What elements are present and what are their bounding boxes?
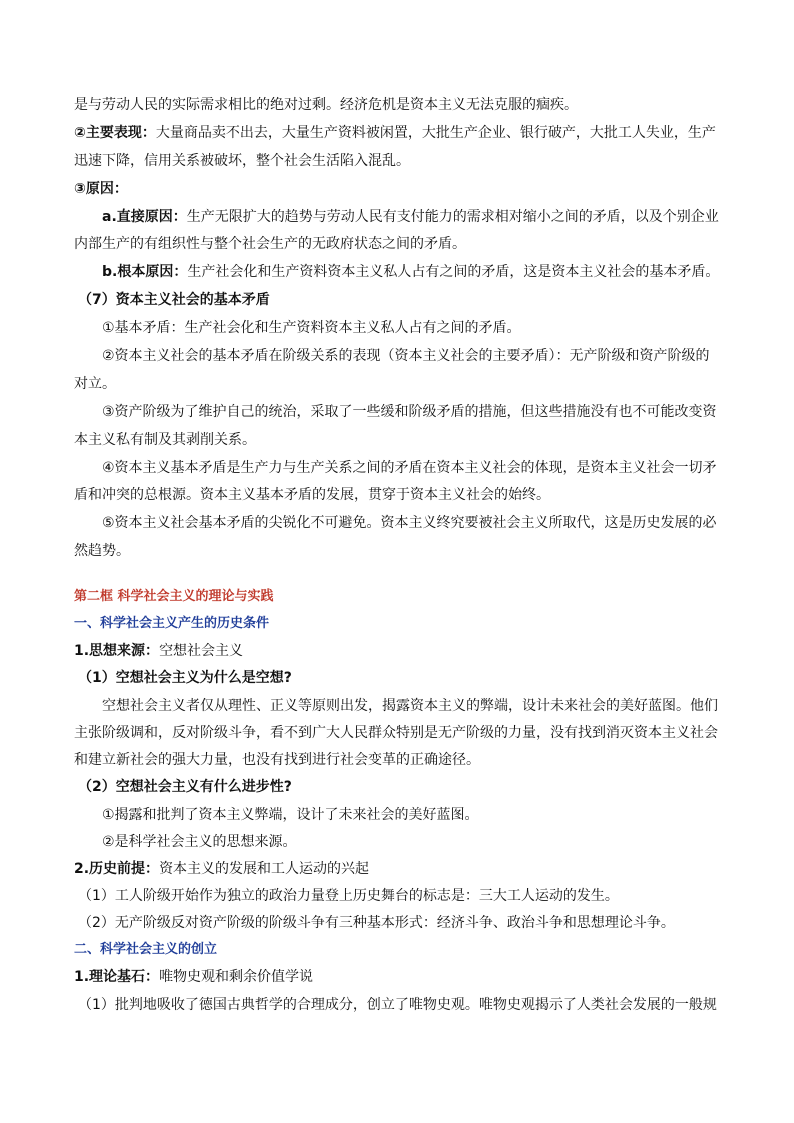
text-span: 唯物史观和剩余价值学说 xyxy=(159,969,314,985)
text-line xyxy=(74,124,716,142)
label-direct-cause: a.直接原因： xyxy=(102,209,187,225)
text-line: ④资本主义基本矛盾是生产力与生产关系之间的矛盾在资本主义社会的体现，是资本主义社会一切矛 xyxy=(102,460,717,476)
label-historical-premise: 2.历史前提： xyxy=(74,861,160,877)
text-line xyxy=(102,208,719,226)
text-line: ①基本矛盾：生产社会化和生产资料资本主义私人占有之间的矛盾。 xyxy=(102,320,521,336)
label-idea-source: 1.思想来源： xyxy=(74,643,160,659)
text-line: 盾和冲突的总根源。资本主义基本矛盾的发展，贯穿于资本主义社会的始终。 xyxy=(74,487,550,503)
label-root-cause: b.根本原因： xyxy=(102,264,188,280)
text-line: 内部生产的有组织性与整个社会生产的无政府状态之间的矛盾。 xyxy=(74,236,466,252)
question-heading: （2）空想社会主义有什么进步性? xyxy=(78,779,292,795)
text-span: 空想社会主义 xyxy=(159,643,244,659)
text-line: ⑤资本主义社会基本矛盾的尖锐化不可避免。资本主义终究要被社会主义所取代，这是历史发展的必 xyxy=(102,515,717,531)
text-line: （2）无产阶级反对资产阶级的阶级斗争有三种基本形式：经济斗争、政治斗争和思想理论斗争。 xyxy=(78,915,675,931)
section-title: 二、科学社会主义的创立 xyxy=(74,942,218,957)
question-heading: （1）空想社会主义为什么是空想? xyxy=(78,670,292,686)
text-span: 生产社会化和生产资料资本主义私人占有之间的矛盾，这是资本主义社会的基本矛盾。 xyxy=(187,264,720,280)
chapter-title: 第二框 科学社会主义的理论与实践 xyxy=(74,589,274,604)
section-title: 一、科学社会主义产生的历史条件 xyxy=(74,616,270,631)
text-span: 资本主义的发展和工人运动的兴起 xyxy=(159,861,370,877)
text-line: 和建立新社会的强大力量，也没有找到进行社会变革的正确途径。 xyxy=(74,752,480,768)
section-heading: （7）资本主义社会的基本矛盾 xyxy=(78,292,270,308)
text-line: 空想社会主义者仅从理性、正义等原则出发，揭露资本主义的弊端，设计未来社会的美好蓝图。他们 xyxy=(102,698,718,714)
label-main-manifestation: ②主要表现： xyxy=(74,125,156,141)
text-line: ②资本主义社会的基本矛盾在阶级关系的表现（资本主义社会的主要矛盾）：无产阶级和资产阶级的 xyxy=(102,348,710,364)
text-span: 生产无限扩大的趋势与劳动人民有支付能力的需求相对缩小之间的矛盾，以及个别企业 xyxy=(186,209,719,225)
text-line: 本主义私有制及其剥削关系。 xyxy=(74,432,256,448)
text-line xyxy=(102,263,719,281)
text-line xyxy=(74,642,243,660)
text-line: 迅速下降，信用关系被破坏，整个社会生活陷入混乱。 xyxy=(74,153,410,169)
label-causes: ③原因： xyxy=(74,181,128,197)
text-line: 是与劳动人民的实际需求相比的绝对过剩。经济危机是资本主义无法克服的痼疾。 xyxy=(74,97,578,113)
text-span: 大量商品卖不出去，大量生产资料被闲置，大批生产企业、银行破产，大批工人失业，生产 xyxy=(155,125,716,141)
text-line xyxy=(74,968,313,986)
text-line: （1）工人阶级开始作为独立的政治力量登上历史舞台的标志是：三大工人运动的发生。 xyxy=(78,888,619,904)
text-line: 对立。 xyxy=(74,376,116,392)
text-line: 主张阶级调和，反对阶级斗争，看不到广大人民群众特别是无产阶级的力量，没有找到消灭资本主义社会 xyxy=(74,725,718,741)
text-line: ②是科学社会主义的思想来源。 xyxy=(102,834,297,850)
text-line: 然趋势。 xyxy=(74,543,130,559)
text-line: （1）批判地吸收了德国古典哲学的合理成分，创立了唯物史观。唯物史观揭示了人类社会发展的一般规 xyxy=(78,997,717,1013)
text-line: ③资产阶级为了维护自己的统治，采取了一些缓和阶级矛盾的措施，但这些措施没有也不可能改变资 xyxy=(102,404,717,420)
label-theory-cornerstone: 1.理论基石： xyxy=(74,969,160,985)
text-line xyxy=(74,860,369,878)
text-line: ①揭露和批判了资本主义弊端，设计了未来社会的美好蓝图。 xyxy=(102,807,479,823)
